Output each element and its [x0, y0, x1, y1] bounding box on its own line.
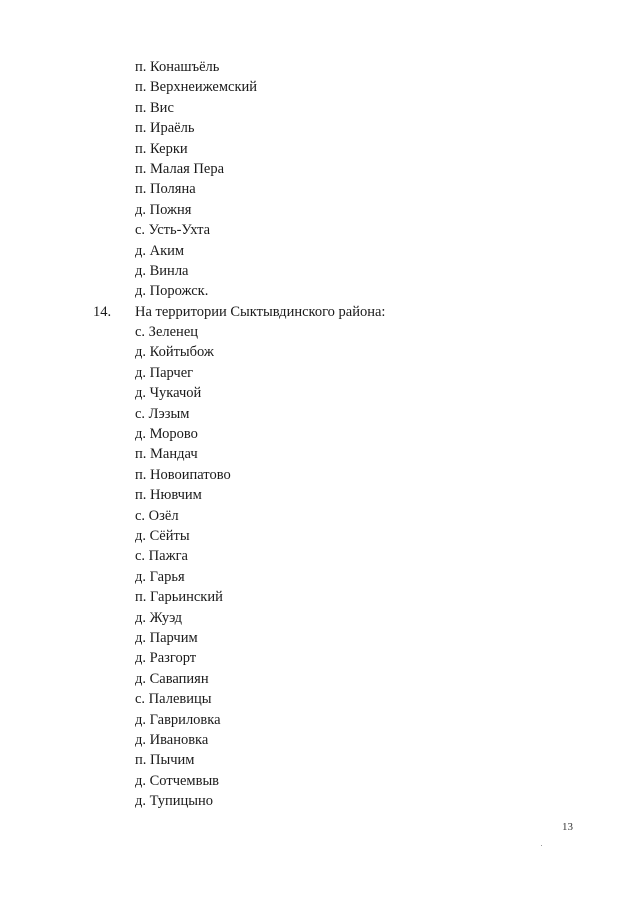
list-item	[0, 57, 640, 77]
settlement-name: п. Малая Пера	[135, 160, 225, 177]
list-item	[0, 281, 640, 301]
list-item	[0, 771, 640, 791]
settlement-name: п. Нювчим	[135, 487, 202, 504]
list-item	[0, 139, 640, 159]
settlement-name: с. Озёл	[135, 507, 179, 524]
settlement-name: д. Гавриловка	[135, 711, 221, 728]
list-item	[0, 730, 640, 750]
list-item	[0, 261, 640, 281]
page-number: 13	[562, 821, 573, 833]
list-item	[0, 526, 640, 546]
list-item	[0, 608, 640, 628]
settlement-name: п. Пычим	[135, 752, 195, 769]
settlement-name: д. Сотчемвыв	[135, 772, 220, 789]
list-item	[0, 669, 640, 689]
settlement-name: д. Сёйты	[135, 527, 190, 544]
settlement-name: п. Керки	[135, 140, 188, 157]
settlement-name: д. Савапиян	[135, 670, 209, 687]
list-item	[0, 200, 640, 220]
settlement-name: д. Пожня	[135, 201, 192, 218]
settlement-name: с. Зеленец	[135, 324, 199, 341]
list-item	[0, 444, 640, 464]
settlement-name: д. Тупицыно	[135, 793, 214, 810]
settlement-name: д. Чукачой	[135, 385, 202, 402]
list-item	[0, 424, 640, 444]
settlement-name: д. Жуэд	[135, 609, 183, 626]
list-item	[0, 710, 640, 730]
settlement-name: п. Ираёль	[135, 120, 195, 137]
list-item	[0, 750, 640, 770]
list-item	[0, 587, 640, 607]
settlement-name: п. Новоипатово	[135, 466, 231, 483]
list-item	[0, 546, 640, 566]
settlement-name: д. Ивановка	[135, 731, 209, 748]
settlement-name: д. Разгорт	[135, 650, 197, 667]
settlement-name: с. Усть-Ухта	[135, 222, 211, 239]
settlement-name: д. Парчег	[135, 364, 194, 381]
list-item	[0, 342, 640, 362]
list-item	[0, 506, 640, 526]
list-item	[0, 791, 640, 811]
settlement-name: с. Палевицы	[135, 691, 212, 708]
list-item	[0, 241, 640, 261]
list-item	[0, 159, 640, 179]
scan-speck	[541, 845, 542, 846]
settlement-name: д. Аким	[135, 242, 185, 259]
settlement-name: д. Койтыбож	[135, 344, 214, 361]
settlement-name: п. Мандач	[135, 446, 198, 463]
item-number: 14.	[93, 303, 112, 320]
settlement-name: п. Поляна	[135, 181, 196, 198]
list-item	[0, 98, 640, 118]
settlement-name: д. Винла	[135, 262, 189, 279]
list-item	[0, 383, 640, 403]
settlement-name: с. Пажга	[135, 548, 188, 565]
settlement-list	[0, 57, 640, 811]
numbered-list-item	[0, 302, 640, 322]
settlement-name: п. Верхнеижемский	[135, 79, 258, 96]
list-item	[0, 689, 640, 709]
list-item	[0, 465, 640, 485]
list-item	[0, 485, 640, 505]
settlement-name: д. Порожск.	[135, 283, 209, 300]
settlement-name: п. Вис	[135, 99, 174, 116]
list-item	[0, 404, 640, 424]
settlement-name: д. Морово	[135, 426, 198, 443]
settlement-name: п. Гарьинский	[135, 589, 223, 606]
settlement-name: п. Конашъёль	[135, 59, 220, 75]
list-item	[0, 77, 640, 97]
settlement-name: д. Парчим	[135, 629, 198, 646]
list-item	[0, 628, 640, 648]
list-item	[0, 322, 640, 342]
section-heading: На территории Сыктывдинского района:	[135, 303, 386, 320]
settlement-name: д. Гарья	[135, 568, 185, 585]
list-item	[0, 567, 640, 587]
list-item	[0, 179, 640, 199]
list-item	[0, 648, 640, 668]
list-item	[0, 118, 640, 138]
list-item	[0, 363, 640, 383]
list-item	[0, 220, 640, 240]
settlement-name: с. Лэзым	[135, 405, 190, 422]
